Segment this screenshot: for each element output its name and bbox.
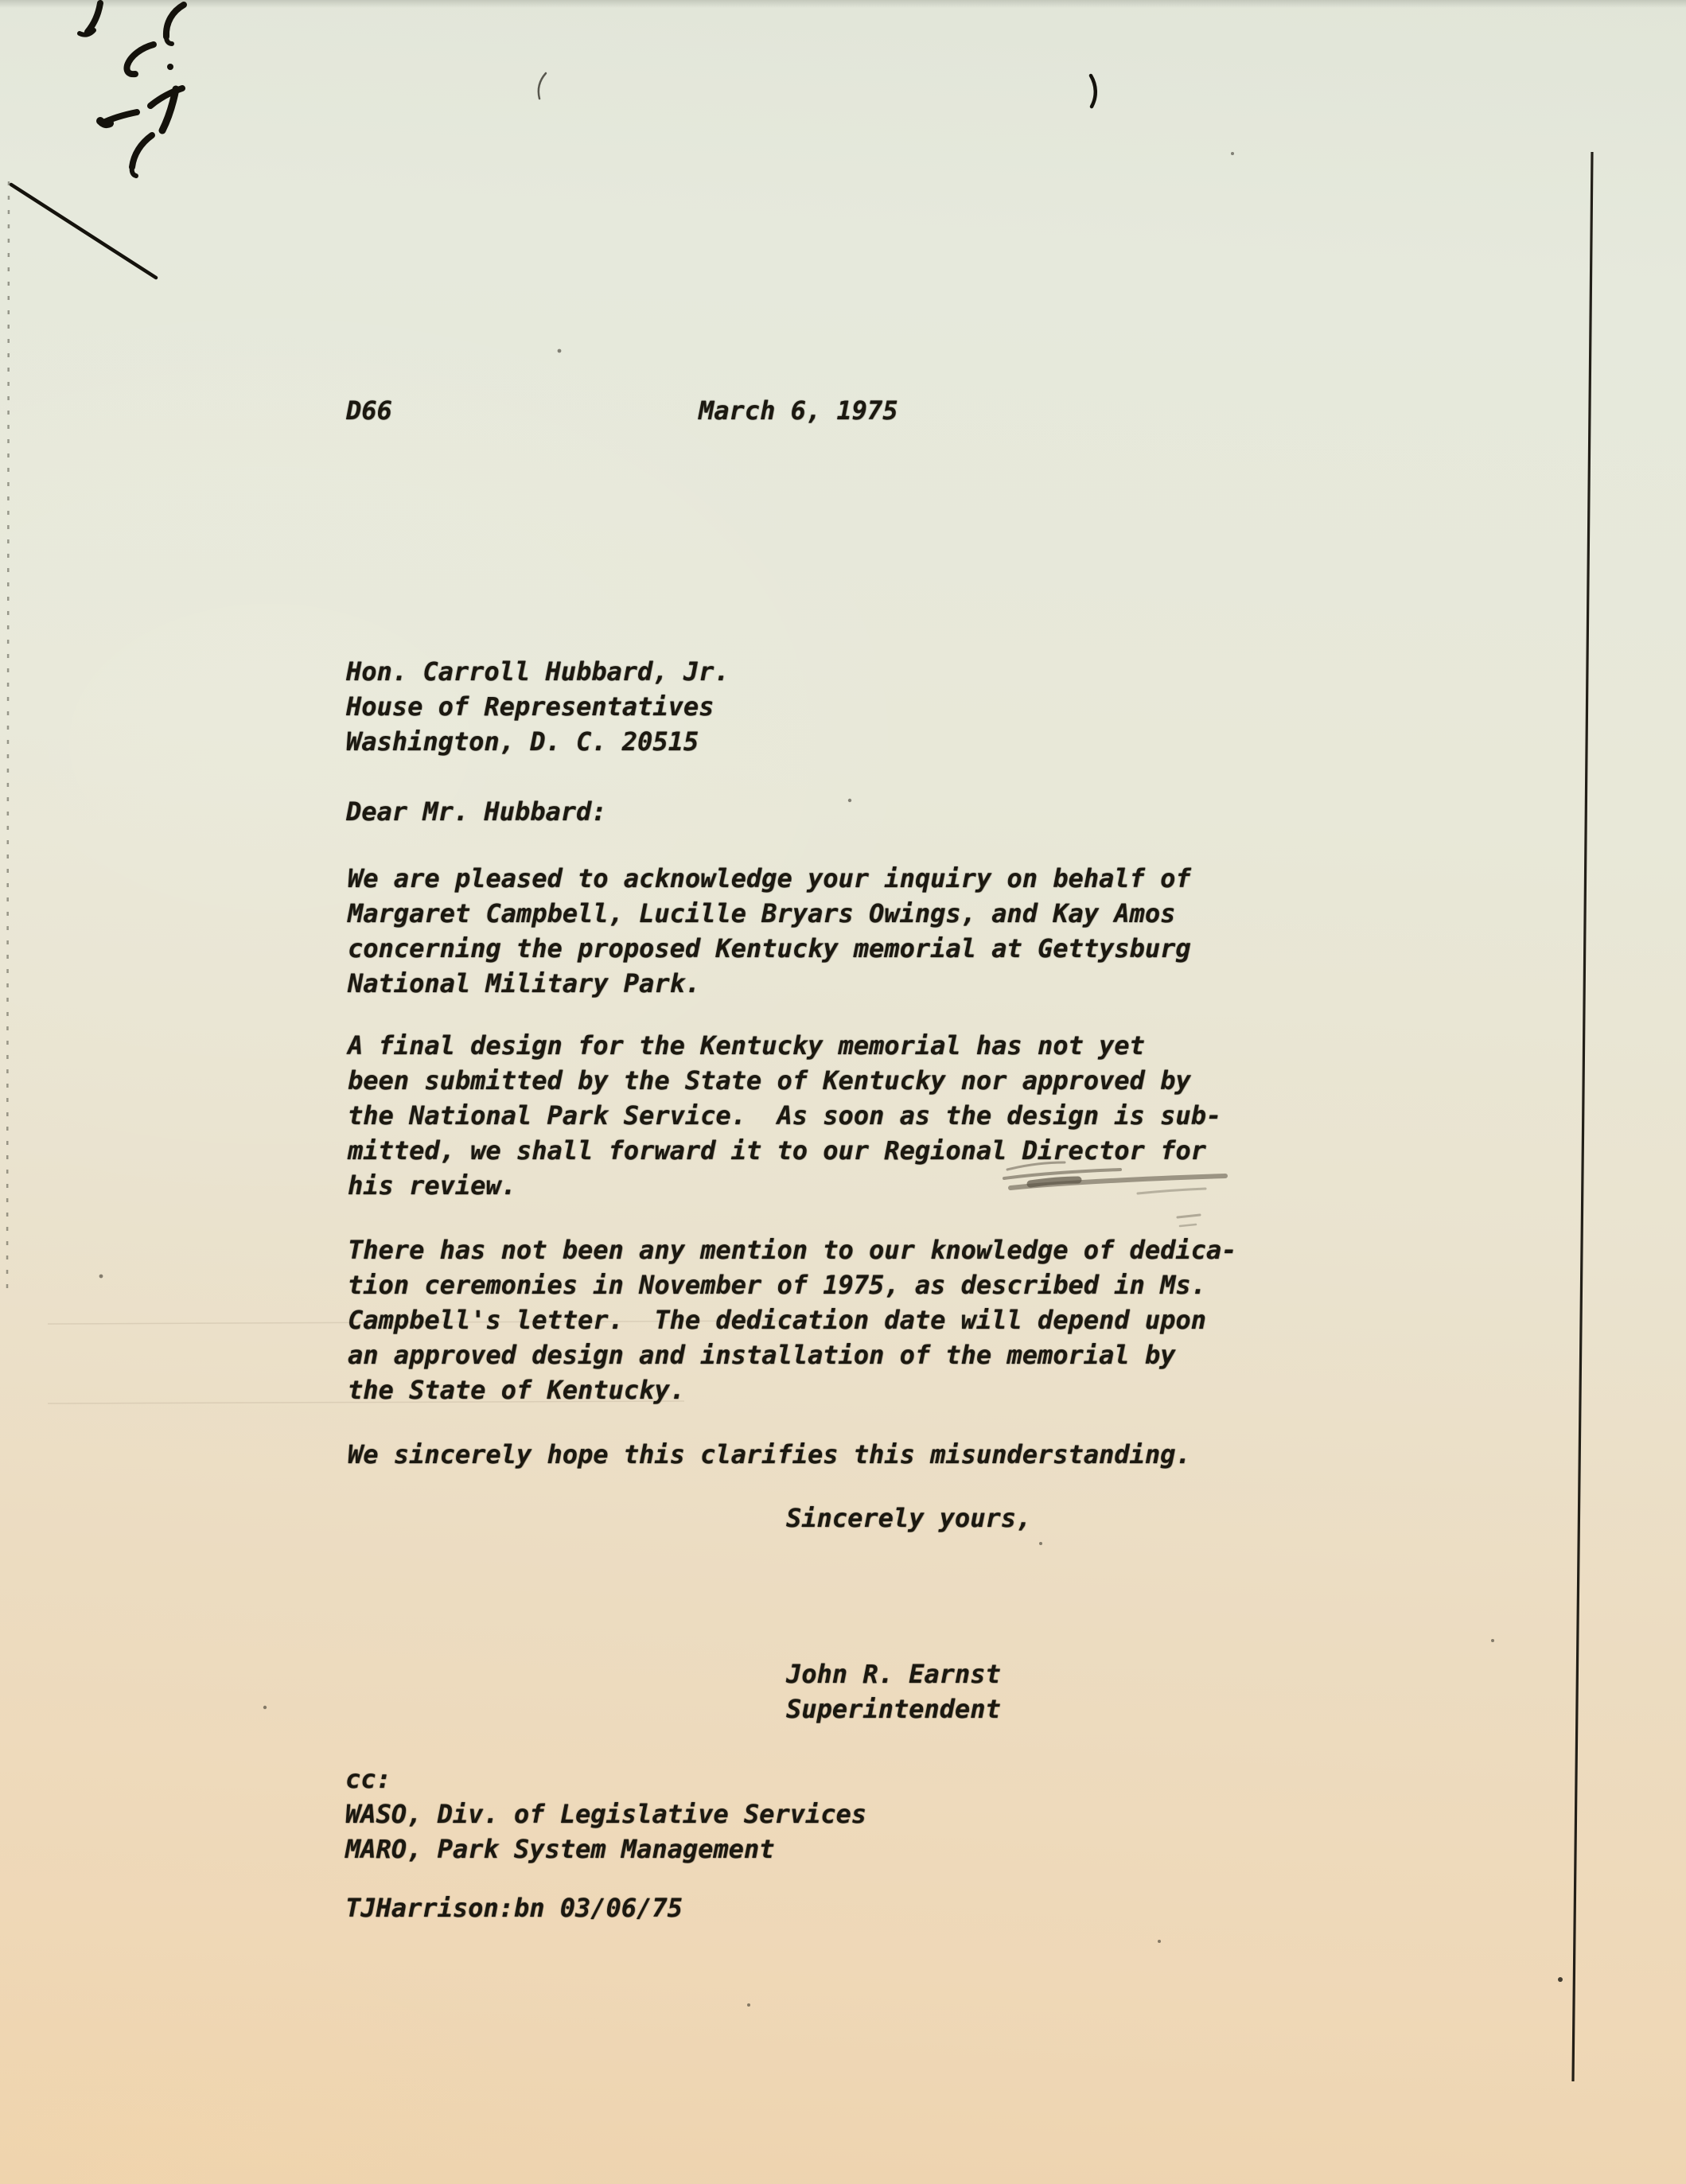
body-paragraph-3 (348, 1232, 1236, 1407)
signature-block (786, 1656, 1001, 1727)
typist-reference (345, 1890, 683, 1925)
file-reference-code (346, 393, 392, 428)
letter-date (699, 393, 898, 428)
handwritten-scribble-marks (80, 3, 184, 176)
thin-curve-mark (539, 73, 546, 99)
paren-pen-mark (1091, 76, 1096, 107)
paragraph-line: A final design for the Kentucky memorial has not yet (348, 1030, 1145, 1061)
body-paragraph-2 (348, 1028, 1221, 1203)
signer-name: John R. Earnst (786, 1659, 1001, 1689)
recipient-name: Hon. Carroll Hubbard, Jr. (346, 656, 730, 687)
diagonal-pen-line (11, 185, 156, 278)
cc-label: cc: (345, 1764, 391, 1794)
paragraph-line: his review. (348, 1170, 516, 1201)
complimentary-closing (786, 1501, 1031, 1536)
recipient-city: Washington, D. C. 20515 (346, 726, 699, 757)
paragraph-line: tion ceremonies in November of 1975, as described in Ms. (348, 1270, 1206, 1300)
right-edge-crease-line (1558, 152, 1592, 2081)
file-reference-text: D66 (346, 395, 392, 426)
paragraph-line: been submitted by the State of Kentucky nor approved by (348, 1065, 1191, 1096)
signer-title: Superintendent (786, 1694, 1001, 1724)
paragraph-line: concerning the proposed Kentucky memorial at Gettysburg (348, 933, 1191, 964)
body-paragraph-1 (348, 861, 1191, 1001)
paragraph-line: Margaret Campbell, Lucille Bryars Owings, and Kay Amos (348, 898, 1176, 928)
body-paragraph-4 (348, 1437, 1191, 1472)
paragraph-line: mitted, we shall forward it to our Regional Director for (348, 1135, 1206, 1166)
paragraph-line: There has not been any mention to our knowledge of dedica- (348, 1235, 1237, 1265)
paragraph-line: an approved design and installation of the memorial by (348, 1340, 1176, 1370)
cc-entry: MARO, Park System Management (345, 1834, 775, 1864)
salutation-text: Dear Mr. Hubbard: (346, 796, 607, 827)
letter-date-text: March 6, 1975 (699, 395, 898, 426)
paragraph-line: Campbell's letter. The dedication date will depend upon (348, 1305, 1206, 1335)
paragraph-line: the National Park Service. As soon as the design is sub- (348, 1100, 1222, 1131)
recipient-org: House of Representatives (346, 691, 715, 722)
cc-block (345, 1762, 866, 1867)
paragraph-line: We sincerely hope this clarifies this misunderstanding. (348, 1439, 1191, 1470)
salutation (346, 794, 607, 829)
closing-text: Sincerely yours, (786, 1503, 1032, 1533)
paragraph-line: We are pleased to acknowledge your inquiry on behalf of (348, 863, 1191, 893)
recipient-address-block (346, 654, 730, 759)
cc-entry: WASO, Div. of Legislative Services (345, 1799, 867, 1829)
typist-reference-text: TJHarrison:bn 03/06/75 (345, 1893, 683, 1923)
paragraph-line: the State of Kentucky. (348, 1375, 685, 1405)
left-edge-crease-line (7, 181, 9, 1289)
paragraph-line: National Military Park. (348, 968, 701, 999)
